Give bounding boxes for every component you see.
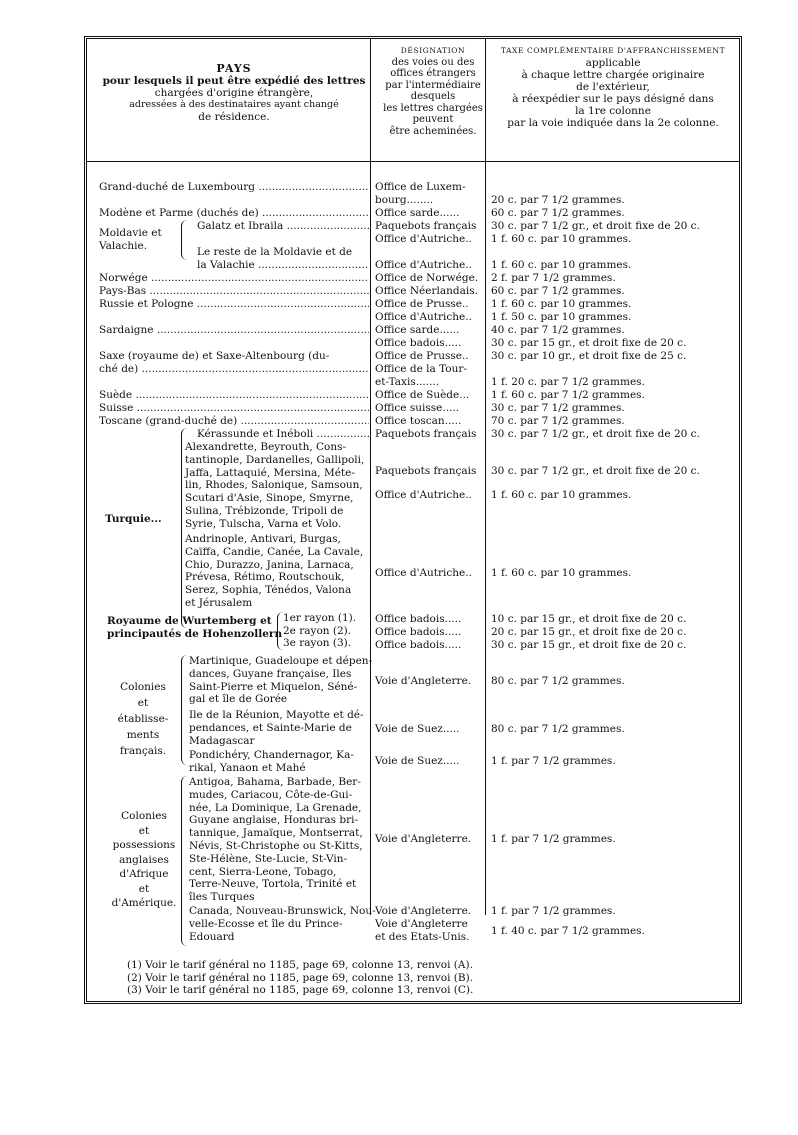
- colonies-en-label-line: Colonies: [121, 810, 167, 822]
- row-taxe: 30 c. par 7 1/2 gr., et droit fixe de 20 c.: [491, 220, 700, 232]
- header-taxe-line: à chaque lettre chargée originaire: [521, 69, 705, 81]
- row-pays: Toscane (grand-duché de) .....: [99, 415, 369, 428]
- turquie-voie: Paquebots français: [375, 465, 477, 477]
- colonies-fr-label: [109, 679, 177, 759]
- row-voie: Office de Prusse..: [375, 298, 469, 310]
- turquie-block1-line: tantinople, Dardanelles, Gallipoli,: [185, 453, 365, 466]
- wurtemberg-taxe: 10 c. par 15 gr., et droit fixe de 20 c.: [491, 613, 687, 625]
- colonies-en-b1-line: cent, Sierra-Leone, Tobago,: [189, 865, 337, 878]
- colonies-en-b2: [189, 905, 376, 943]
- header-taxe-line: par la voie indiquée dans la 2e colonne.: [507, 117, 719, 129]
- brace: [181, 655, 188, 765]
- colonies-en-b2-line: Edouard: [189, 930, 235, 943]
- footnote: (1) Voir le tarif général no 1185, page 69, colonne 13, renvoi (A).: [127, 959, 473, 971]
- header-pays-line: adressées à des destinataires ayant changé: [129, 99, 339, 110]
- row-pays: Norwége .....: [99, 272, 369, 285]
- colonies-fr-b2-line: Madagascar: [189, 734, 255, 747]
- colonies-fr-b1-line: gal et île de Gorée: [189, 693, 288, 706]
- row-pays: Sardaigne .....: [99, 324, 369, 337]
- header-designation-line: offices étrangers: [390, 68, 476, 79]
- colonies-en-label-line: anglaises: [119, 853, 169, 866]
- row-voie: Office de Norwége.: [375, 272, 479, 284]
- wurtemberg-rayons-line: 1er rayon (1).: [283, 612, 357, 624]
- row-voie: Office toscan.....: [375, 415, 462, 427]
- row-taxe: 30 c. par 7 1/2 grammes.: [491, 402, 625, 414]
- header-designation-line: par l'intermédiaire: [385, 79, 481, 91]
- wurtemberg-label-line: principautés de Hohenzollern: [107, 628, 283, 640]
- wurtemberg-taxe: 30 c. par 15 gr., et droit fixe de 20 c.: [491, 639, 687, 651]
- turquie-block2: [185, 533, 363, 610]
- turquie-block1: [185, 441, 364, 531]
- wurtemberg-voie: Office badois.....: [375, 613, 462, 625]
- row-voie: Office de la Tour-: [375, 363, 467, 375]
- colonies-fr-label-line: établisse-: [117, 713, 169, 725]
- header-designation-line: les lettres chargées: [383, 102, 483, 114]
- turquie-block2-line: Serez, Sophia, Ténédos, Valona: [185, 584, 352, 597]
- colonies-fr-voie: Voie d'Angleterre.: [375, 675, 472, 687]
- colonies-en-b1-line: tannique, Jamaïque, Montserrat,: [189, 827, 363, 840]
- colonies-fr-taxe: 1 f. par 7 1/2 grammes.: [491, 755, 616, 767]
- row-voie: Office Néerlandais.: [375, 285, 478, 297]
- turquie-block1-line: Jaffa, Lattaquié, Mersina, Méte-: [185, 466, 355, 479]
- colonies-en-b1-line: îles Turques: [189, 891, 255, 904]
- header-pays-line: pour lesquels il peut être expédié des lettres: [102, 75, 366, 87]
- colonies-fr-taxe: 80 c. par 7 1/2 grammes.: [491, 723, 625, 735]
- colonies-fr-taxe: 80 c. par 7 1/2 grammes.: [491, 675, 625, 687]
- colonies-en-voie: Voie d'Angleterre.: [375, 905, 472, 917]
- turquie-block1-line: Alexandrette, Beyrouth, Cons-: [185, 441, 347, 453]
- header-designation-line: peuvent: [412, 114, 454, 125]
- colonies-en-b2-line: Canada, Nouveau-Brunswick, Nou-: [189, 905, 376, 917]
- brace: [181, 428, 188, 628]
- wurtemberg-rayons-line: 3e rayon (3).: [283, 637, 352, 649]
- turquie-taxe: 30 c. par 7 1/2 gr., et droit fixe de 20 c.: [491, 465, 700, 477]
- colonies-en-label-line: d'Afrique: [119, 868, 169, 880]
- colonies-en-b2-line: velle-Ecosse et île du Prince-: [189, 917, 343, 930]
- row-pays: Suisse .....: [99, 402, 369, 415]
- colonies-fr-b1-line: Martinique, Guadeloupe et dépen-: [189, 655, 373, 667]
- colonies-en-b1-line: Guyane anglaise, Honduras bri-: [189, 814, 359, 827]
- colonies-fr-voie: Voie de Suez.....: [375, 723, 460, 735]
- turquie-block1-line: Syrie, Tulscha, Varna et Volo.: [185, 517, 342, 530]
- colonies-en-b1-line: mudes, Cariacou, Côte-de-Gui-: [189, 788, 353, 801]
- row-taxe: 60 c. par 7 1/2 grammes.: [491, 207, 625, 219]
- wurtemberg-label: [107, 615, 282, 641]
- colonies-fr-label-line: français.: [119, 745, 167, 757]
- header-pays: [89, 63, 379, 123]
- turquie-block1-line: Scutari d'Asie, Sinope, Smyrne,: [185, 492, 354, 505]
- row-voie: bourg........: [375, 194, 434, 206]
- colonies-fr-b3-line: Pondichéry, Chandernagor, Ka-: [189, 749, 354, 761]
- turquie-block1-line: Sulina, Trébizonde, Tripoli de: [185, 504, 344, 517]
- wurtemberg-voie: Office badois.....: [375, 626, 462, 638]
- column-divider: [485, 39, 486, 915]
- colonies-fr-b2: [189, 709, 364, 747]
- colonies-en-b1-line: Ste-Hélène, Ste-Lucie, St-Vin-: [189, 852, 348, 865]
- row-voie: Office sarde......: [375, 324, 460, 336]
- row-pays: Le reste de la Moldavie et de: [197, 246, 353, 258]
- colonies-fr-voie: Voie de Suez.....: [375, 755, 460, 767]
- row-voie: Office d'Autriche..: [375, 259, 472, 271]
- row-voie: Paquebots français: [375, 428, 477, 440]
- header-taxe-title: TAXE COMPLÉMENTAIRE D'AFFRANCHISSEMENT: [500, 46, 726, 55]
- moldavie-label: [99, 227, 162, 253]
- row-voie: et-Taxis.......: [375, 376, 440, 388]
- header-pays-line: chargées d'origine étrangère,: [154, 87, 314, 99]
- row-taxe: 1 f. 60 c. par 10 grammes.: [491, 259, 632, 271]
- colonies-fr-label-line: Colonies: [120, 681, 166, 693]
- row-taxe: 20 c. par 7 1/2 grammes.: [491, 194, 625, 206]
- row-pays: Saxe (royaume de) et Saxe-Altenbourg (du-: [99, 350, 330, 362]
- row-voie: Office d'Autriche..: [375, 311, 472, 323]
- header-pays-title: PAYS: [216, 62, 252, 75]
- turquie-block2-line: Chio, Durazzo, Janina, Larnaca,: [185, 558, 354, 571]
- header-taxe-line: la 1re colonne: [575, 105, 651, 117]
- column-divider: [370, 39, 371, 915]
- row-voie: Office de Suède...: [375, 389, 470, 401]
- row-voie: Office de Prusse..: [375, 350, 469, 362]
- row-voie: Office suisse.....: [375, 402, 460, 414]
- brace: [181, 220, 188, 260]
- row-taxe: 2 f. par 7 1/2 grammes.: [491, 272, 616, 284]
- turquie-block2-line: Caïffa, Candie, Canée, La Cavale,: [185, 545, 364, 558]
- colonies-en-b1-line: Terre-Neuve, Tortola, Trinité et: [189, 878, 357, 891]
- wurtemberg-rayons: [283, 612, 356, 650]
- table-header: [87, 39, 739, 162]
- brace: [181, 776, 188, 946]
- colonies-fr-b2-line: pendances, et Sainte-Marie de: [189, 721, 352, 734]
- turquie-block1-line: lin, Rhodes, Salonique, Samsoun,: [185, 479, 363, 492]
- colonies-en-label-line: et: [138, 882, 150, 895]
- row-taxe: 1 f. 60 c. par 10 grammes.: [491, 298, 632, 310]
- header-taxe-line: applicable: [585, 57, 641, 69]
- brace: [277, 612, 284, 650]
- colonies-fr-label-line: et: [137, 697, 149, 709]
- moldavie-label-line: Valachie.: [99, 240, 148, 252]
- turquie-block2-line: Prévesa, Rétimo, Routschouk,: [185, 571, 345, 584]
- header-designation: [381, 45, 485, 137]
- colonies-fr-b3-line: rikal, Yanaon et Mahé: [189, 761, 306, 774]
- turquie-taxe: 1 f. 60 c. par 10 grammes.: [491, 567, 632, 579]
- row-taxe: 60 c. par 7 1/2 grammes.: [491, 285, 625, 297]
- colonies-en-voie: et des Etats-Unis.: [375, 931, 470, 943]
- row-pays: ché de) .....: [99, 363, 369, 376]
- row-pays: la Valachie .....: [197, 259, 369, 272]
- row-voie: Office de Luxem-: [375, 181, 466, 193]
- row-pays: Kérassunde et Inéboli .....: [197, 428, 369, 441]
- wurtemberg-label-line: Royaume de Wurtemberg et: [107, 615, 272, 627]
- row-taxe: 40 c. par 7 1/2 grammes.: [491, 324, 625, 336]
- row-voie: Office badois.....: [375, 337, 462, 349]
- colonies-fr-b1-line: dances, Guyane française, Iles: [189, 667, 352, 680]
- turquie-voie: Office d'Autriche..: [375, 489, 472, 501]
- colonies-en-taxe: 1 f. par 7 1/2 grammes.: [491, 905, 616, 917]
- wurtemberg-rayons-line: 2e rayon (2).: [283, 624, 352, 637]
- colonies-en-b1-line: Névis, St-Christophe ou St-Kitts,: [189, 839, 363, 852]
- row-pays: Modène et Parme (duchés de) .....: [99, 207, 369, 220]
- colonies-en-label-line: d'Amérique.: [111, 897, 177, 909]
- turquie-block2-line: et Jérusalem: [185, 596, 253, 609]
- colonies-fr-label-line: ments: [126, 729, 160, 741]
- header-taxe: [487, 45, 739, 129]
- colonies-en-taxe: 1 f. 40 c. par 7 1/2 grammes.: [491, 925, 645, 937]
- turquie-label: Turquie...: [105, 513, 162, 525]
- header-pays-line: de résidence.: [198, 111, 270, 123]
- row-taxe: 1 f. 20 c. par 7 1/2 grammes.: [491, 376, 645, 388]
- colonies-en-label: [105, 809, 183, 911]
- turquie-voie: Office d'Autriche..: [375, 567, 472, 579]
- row-pays: Pays-Bas .....: [99, 285, 369, 298]
- colonies-en-b1-line: Antigoa, Bahama, Barbade, Ber-: [189, 776, 361, 788]
- colonies-en-voie: Voie d'Angleterre.: [375, 833, 472, 845]
- row-taxe: 30 c. par 15 gr., et droit fixe de 20 c.: [491, 337, 687, 349]
- row-voie: Paquebots français: [375, 220, 477, 232]
- row-taxe: 70 c. par 7 1/2 grammes.: [491, 415, 625, 427]
- footnotes: [127, 959, 473, 997]
- header-taxe-line: de l'extérieur,: [576, 81, 650, 93]
- turquie-taxe: 1 f. 60 c. par 10 grammes.: [491, 489, 632, 501]
- colonies-en-b1: [189, 776, 363, 904]
- row-taxe: 30 c. par 10 gr., et droit fixe de 25 c.: [491, 350, 687, 362]
- colonies-fr-b1: [189, 655, 372, 706]
- colonies-en-label-line: possessions: [112, 839, 176, 851]
- colonies-fr-b3: [189, 749, 354, 775]
- tariff-table: [84, 36, 742, 1004]
- row-taxe: 1 f. 60 c. par 10 grammes.: [491, 233, 632, 245]
- colonies-fr-b1-line: Saint-Pierre et Miquelon, Séné-: [189, 680, 358, 693]
- row-taxe: 1 f. 60 c. par 7 1/2 grammes.: [491, 389, 645, 401]
- wurtemberg-taxe: 20 c. par 15 gr., et droit fixe de 20 c.: [491, 626, 687, 638]
- colonies-fr-b2-line: Ile de la Réunion, Mayotte et dé-: [189, 709, 364, 721]
- footnote: (3) Voir le tarif général no 1185, page 69, colonne 13, renvoi (C).: [127, 984, 474, 996]
- row-taxe: 1 f. 50 c. par 10 grammes.: [491, 311, 632, 323]
- footnote: (2) Voir le tarif général no 1185, page 69, colonne 13, renvoi (B).: [127, 971, 474, 984]
- row-pays: Grand-duché de Luxembourg .....: [99, 181, 369, 194]
- header-designation-line: desquels: [410, 91, 456, 102]
- moldavie-label-line: Moldavie et: [99, 227, 162, 239]
- turquie-block2-line: Andrinople, Antivari, Burgas,: [185, 533, 341, 545]
- wurtemberg-voie: Office badois.....: [375, 639, 462, 651]
- header-designation-title: DÉSIGNATION: [400, 46, 466, 55]
- row-voie: Office sarde......: [375, 207, 460, 219]
- row-pays: Suède .....: [99, 389, 369, 402]
- row-voie: Office d'Autriche..: [375, 233, 472, 245]
- row-taxe: 30 c. par 7 1/2 gr., et droit fixe de 20 c.: [491, 428, 700, 440]
- row-pays: Russie et Pologne .....: [99, 298, 369, 311]
- colonies-en-b1-line: née, La Dominique, La Grenade,: [189, 801, 362, 814]
- header-taxe-line: à réexpédier sur le pays désigné dans: [512, 93, 714, 105]
- header-designation-line: des voies ou des: [391, 56, 475, 68]
- row-pays: Galatz et Ibraila .....: [197, 220, 369, 233]
- colonies-en-taxe: 1 f. par 7 1/2 grammes.: [491, 833, 616, 845]
- colonies-en-voie: Voie d'Angleterre: [375, 918, 468, 930]
- colonies-en-label-line: et: [138, 824, 150, 837]
- header-designation-line: être acheminées.: [389, 125, 477, 137]
